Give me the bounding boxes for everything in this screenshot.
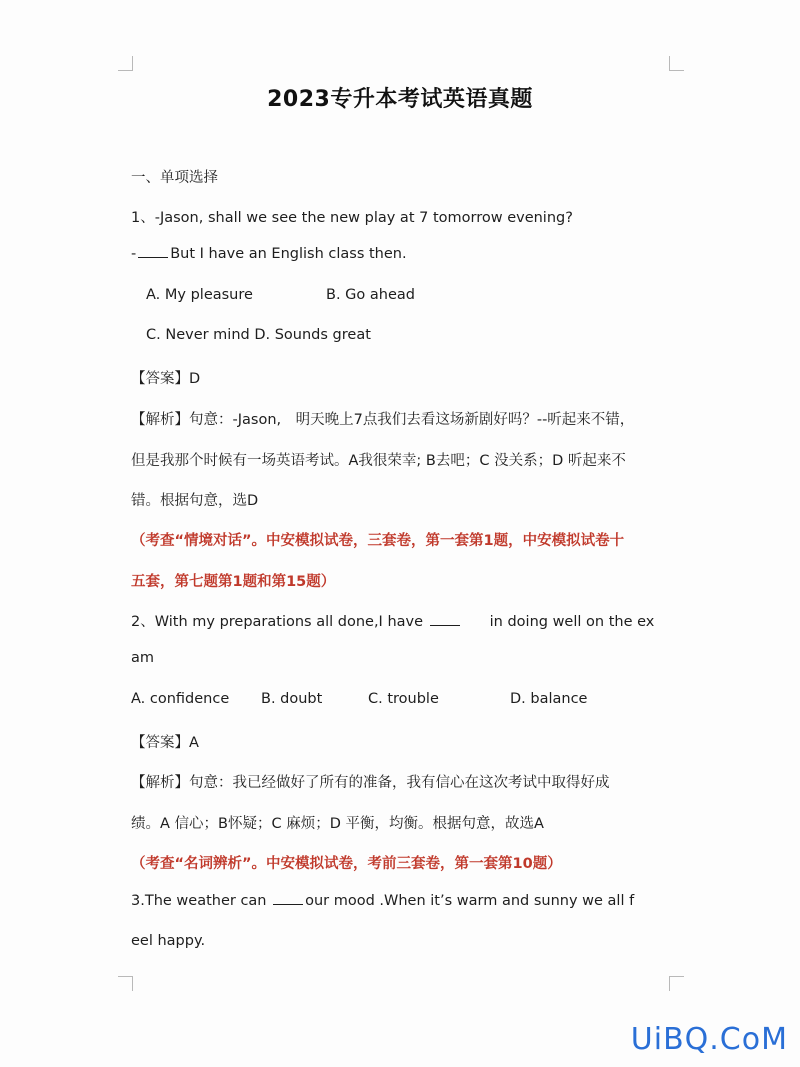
q3-stem-wrap: eel happy. (131, 933, 206, 949)
corner-mark-top-right (669, 56, 684, 71)
q3-stem (131, 893, 634, 909)
corner-mark-top-left (118, 56, 133, 71)
q2-answer-blank (430, 624, 460, 626)
q1-option-a: A. My pleasure (146, 287, 253, 303)
q1-reply-text: But I have an English class then. (170, 246, 407, 262)
q2-option-a: A. confidence (131, 691, 230, 707)
q1-answer-blank (138, 256, 168, 258)
q3-stem-start: 3.The weather can (131, 893, 267, 909)
q1-analysis-line-3: 错。根据句意，选D (131, 493, 259, 509)
q2-stem (131, 610, 654, 631)
q2-answer: 【答案】A (131, 735, 199, 751)
q2-source-note: （考查“名词辨析”。中安模拟试卷，考前三套卷，第一套第10题） (131, 856, 562, 872)
page-title: 2023专升本考试英语真题 (267, 87, 533, 112)
q3-stem-end: our mood .When it’s warm and sunny we all f (305, 893, 635, 909)
q2-stem-wrap: am (131, 650, 155, 666)
q3-answer-blank (273, 903, 303, 905)
q2-stem-end: in doing well on the ex (489, 614, 655, 630)
q1-source-note-line-2: 五套，第七题第1题和第15题） (131, 574, 336, 590)
q2-option-c: C. trouble (368, 691, 439, 707)
q1-reply-prefix: - (131, 246, 137, 262)
section-heading: 一、单项选择 (131, 170, 218, 186)
q2-analysis-line-2: 绩。A 信心；B怀疑；C 麻烦；D 平衡，均衡。根据句意，故选A (131, 816, 544, 832)
site-watermark: UiBQ.CoM (630, 1022, 788, 1057)
q1-stem: 1、-Jason, shall we see the new play at 7 tomorrow evening? (131, 210, 573, 226)
q1-option-b: B. Go ahead (326, 287, 415, 303)
q1-analysis-line-1: 【解析】句意：-Jason, 明天晚上7点我们去看这场新剧好吗？--听起来不错， (131, 412, 635, 428)
q1-reply (131, 246, 407, 262)
corner-mark-bottom-left (118, 976, 133, 991)
q1-analysis-line-2: 但是我那个时候有一场英语考试。A我很荣幸; B去吧；C 没关系；D 听起来不 (131, 453, 626, 469)
q2-option-b: B. doubt (261, 691, 323, 707)
q1-source-note-line-1: （考查“情境对话”。中安模拟试卷，三套卷，第一套第1题，中安模拟试卷十 (131, 533, 625, 549)
q2-option-d: D. balance (510, 691, 588, 707)
q2-stem-start: 2、With my preparations all done,I have (131, 614, 424, 630)
corner-mark-bottom-right (669, 976, 684, 991)
q1-options-c-d: C. Never mind D. Sounds great (146, 327, 371, 343)
q1-answer: 【答案】D (131, 371, 201, 387)
q2-analysis-line-1: 【解析】句意：我已经做好了所有的准备，我有信心在这次考试中取得好成 (131, 775, 610, 791)
